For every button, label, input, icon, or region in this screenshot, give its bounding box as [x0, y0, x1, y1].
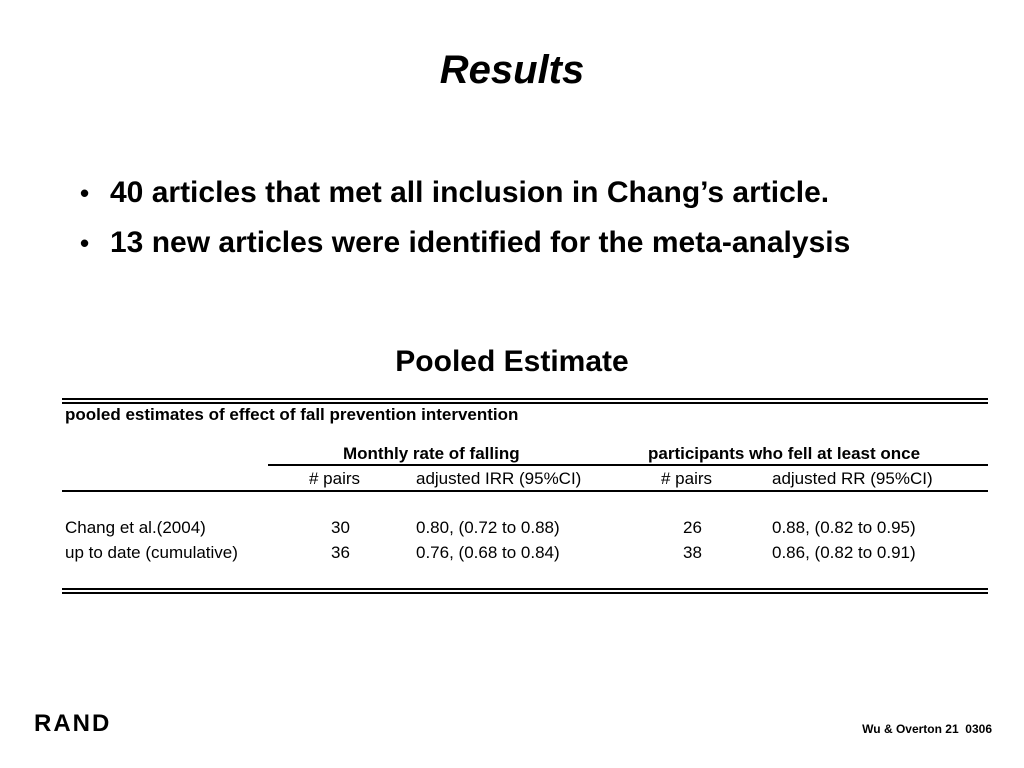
footer-credit: Wu & Overton 21 0306	[862, 722, 992, 736]
table-top-rule	[62, 398, 988, 404]
column-header-rr: adjusted RR (95%CI)	[772, 469, 933, 488]
cell-rr: 0.88, (0.82 to 0.95)	[772, 518, 916, 537]
cell-pairs-2: 26	[683, 518, 702, 537]
cell-irr: 0.80, (0.72 to 0.88)	[416, 518, 560, 537]
cell-pairs-1: 30	[331, 518, 350, 537]
row-label: up to date (cumulative)	[65, 543, 238, 562]
cell-pairs-1: 36	[331, 543, 350, 562]
bullet-list	[80, 168, 850, 268]
section-heading: Pooled Estimate	[395, 345, 629, 378]
bullet-item	[80, 218, 850, 268]
cell-irr: 0.76, (0.68 to 0.84)	[416, 543, 560, 562]
bullet-text: 40 articles that met all inclusion in Chang’s article.	[110, 176, 830, 209]
column-header-irr: adjusted IRR (95%CI)	[416, 469, 582, 488]
bullet-dot-icon: •	[80, 178, 90, 208]
bullet-dot-icon: •	[80, 228, 90, 258]
rand-logo: RAND	[34, 710, 112, 737]
table-caption: pooled estimates of effect of fall prevention intervention	[65, 405, 519, 424]
cell-pairs-2: 38	[683, 543, 702, 562]
group-header-fell: participants who fell at least once	[648, 444, 921, 463]
column-header-pairs-1: # pairs	[309, 469, 361, 488]
column-header-rule	[62, 490, 988, 492]
table-bottom-rule	[62, 588, 988, 594]
group-header-rate: Monthly rate of falling	[343, 444, 520, 463]
bullet-text: 13 new articles were identified for the meta-analysis	[110, 226, 851, 259]
cell-rr: 0.86, (0.82 to 0.91)	[772, 543, 916, 562]
group-header-rule	[268, 464, 988, 466]
row-label: Chang et al.(2004)	[65, 518, 206, 537]
slide-title: Results	[439, 48, 585, 92]
bullet-item	[80, 168, 850, 218]
column-header-pairs-2: # pairs	[661, 469, 713, 488]
